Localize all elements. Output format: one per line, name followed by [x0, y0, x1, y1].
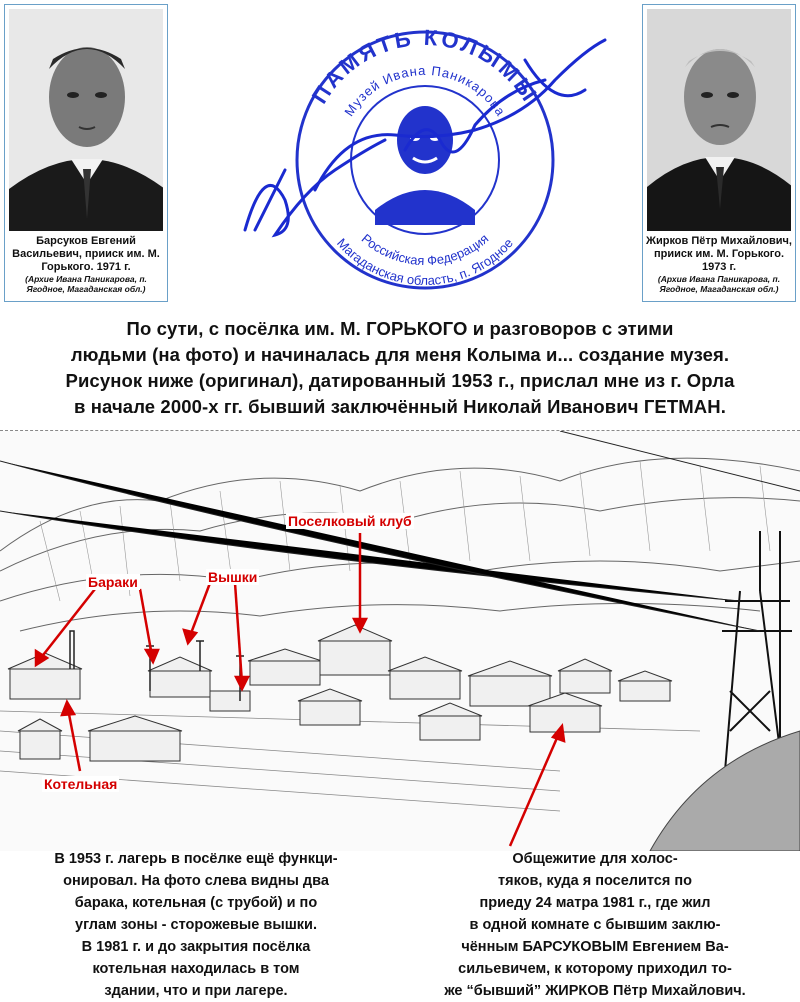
caption-main: Барсуков Евгений Васильевич, прииск им. М. Горького. 1971 г. — [12, 235, 160, 273]
intro-line: людьми (на фото) и начиналась для меня Колыма и... создание музея. — [70, 344, 730, 365]
text-line: онировал. На фото слева видны два — [63, 873, 329, 889]
text-line: приеду 24 матра 1981 г., где жил — [479, 895, 711, 911]
bottom-left-text — [16, 848, 376, 1002]
left-photo-caption — [7, 235, 165, 294]
stamp-bottom-text-2: Магаданская область, п. Ягодное — [334, 235, 516, 288]
label-barracks: Бараки — [88, 574, 138, 590]
text-line: здании, что и при лагере. — [104, 983, 288, 999]
label-towers: Вышки — [208, 569, 258, 585]
bottom-right-text — [400, 848, 790, 1002]
text-line: котельная находилась в том — [92, 961, 300, 977]
text-line: В 1981 г. и до закрытия посёлка — [81, 939, 311, 955]
text-line: тяков, куда я поселится по — [498, 873, 692, 889]
caption-archive-note: (Архив Ивана Паникарова, п. Ягодное, Магаданская обл.) — [657, 274, 781, 294]
caption-main: Жирков Пётр Михайлович, прииск им. М. Горького. 1973 г. — [646, 235, 792, 273]
intro-line: По сути, с посёлка им. М. ГОРЬКОГО и разговоров с этими — [126, 318, 674, 339]
text-line: В 1953 г. лагерь в посёлке ещё функци- — [54, 851, 338, 867]
intro-line: в начале 2000-х гг. бывший заключённый Николай Иванович ГЕТМАН. — [74, 396, 726, 417]
text-line: же “бывший” ЖИРКОВ Пётр Михайлович. — [444, 983, 746, 999]
text-line: чённым БАРСУКОВЫМ Евгением Ва- — [461, 939, 729, 955]
intro-line: Рисунок ниже (оригинал), датированный 1953 г., прислал мне из г. Орла — [65, 370, 735, 391]
zhirkov-photo — [647, 9, 791, 231]
text-line: сильевичем, к которому приходил то- — [458, 961, 732, 977]
stamp-portrait-icon — [375, 106, 475, 225]
text-line: углам зоны - сторожевые вышки. — [75, 917, 317, 933]
right-photo-card — [642, 4, 796, 302]
settlement-sketch — [0, 430, 800, 850]
text-line: в одной комнате с бывшим заклю- — [469, 917, 721, 933]
caption-archive-note: (Архие Ивана Паникарова, п. Ягодное, Магаданская обл.) — [25, 274, 147, 294]
barsukov-photo — [9, 9, 163, 231]
stamp-bottom-text: Российская Федерация — [358, 230, 492, 269]
stamp-top-text: ПАМЯТЬ КОЛЫМЫ — [306, 24, 544, 108]
intro-paragraph — [20, 316, 780, 420]
label-club: Поселковый клуб — [288, 513, 412, 529]
label-boiler: Котельная — [44, 776, 118, 792]
right-photo-caption — [645, 235, 793, 294]
museum-stamp — [225, 20, 625, 300]
text-line: барака, котельная (с трубой) и по — [74, 895, 318, 911]
left-photo-card — [4, 4, 168, 302]
stamp-inner-text: Музей Ивана Паникарова — [341, 62, 509, 119]
text-line: Общежитие для холос- — [512, 851, 678, 867]
